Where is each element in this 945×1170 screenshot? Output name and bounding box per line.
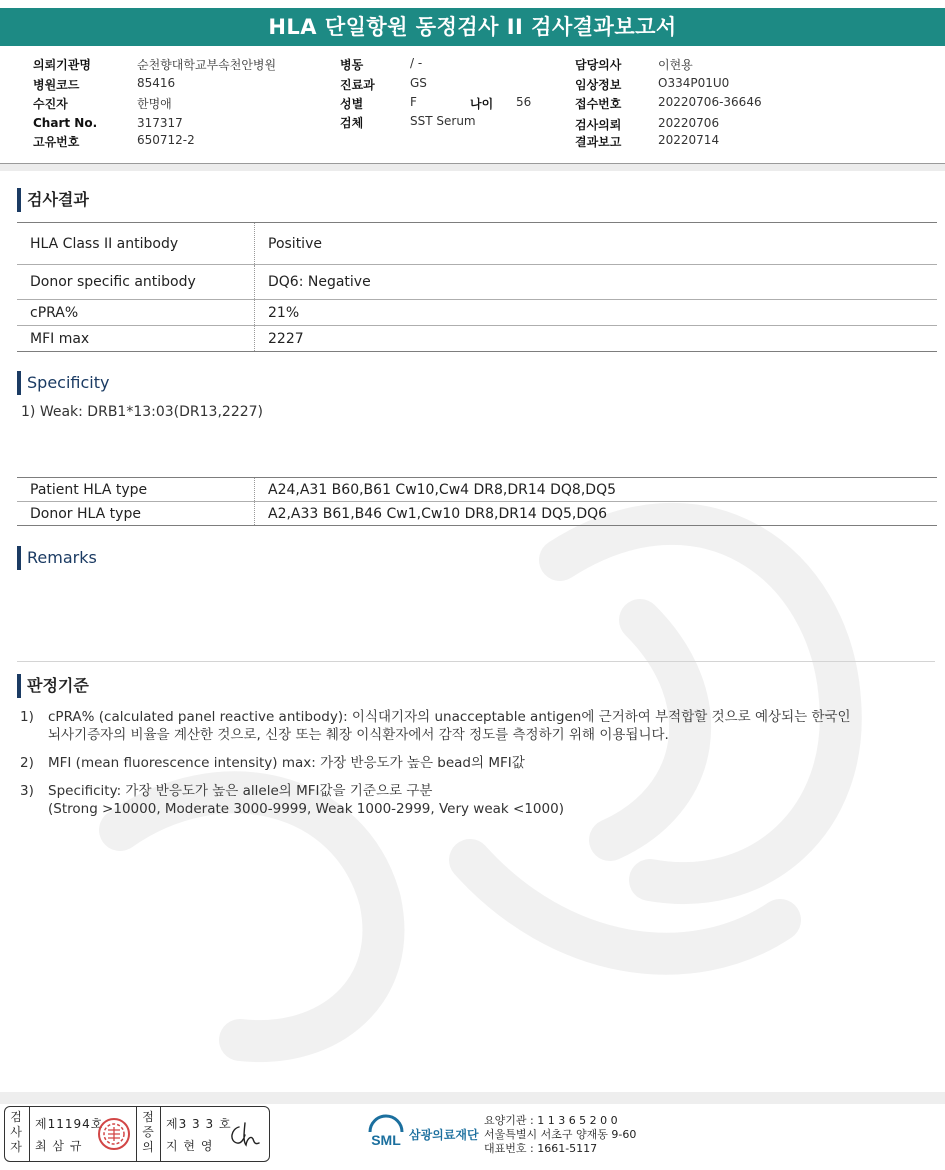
info-value-report-date: 20220714: [658, 133, 720, 147]
specificity-text: 1) Weak: DRB1*13:03(DR13,2227): [21, 404, 263, 420]
hla-type-key: Patient HLA type: [17, 478, 255, 502]
specificity-heading: Specificity: [17, 371, 109, 395]
sml-logo-text: SML: [371, 1132, 401, 1148]
results-heading: 검사결과: [17, 188, 89, 212]
table-row: [17, 223, 937, 265]
report-title: HLA 단일항원 동정검사 II 검사결과보고서: [0, 8, 945, 46]
table-row: [17, 502, 937, 526]
result-value: 21%: [255, 300, 938, 326]
org-name: 삼광의료재단: [409, 1128, 479, 1142]
inspector-license-no: 제11194호: [35, 1117, 104, 1131]
info-label-clinical-info: 임상정보: [575, 78, 622, 92]
info-value-sex: F: [410, 95, 417, 109]
divider: [29, 1107, 30, 1161]
result-key: cPRA%: [17, 300, 255, 326]
info-value-institution: 순천향대학교부속천안병원: [137, 58, 277, 72]
seal-stamp-icon: [97, 1117, 131, 1151]
info-label-ward: 병동: [340, 58, 364, 72]
info-label-report-date: 결과보고: [575, 135, 622, 149]
signature-icon: [225, 1119, 265, 1151]
info-value-doctor: 이현용: [658, 58, 693, 72]
info-label-department: 진료과: [340, 78, 375, 92]
result-value: Positive: [255, 223, 938, 265]
info-value-age: 56: [516, 95, 532, 109]
info-value-chart-no: 317317: [137, 116, 183, 130]
result-value: 2227: [255, 326, 938, 352]
list-item: [20, 754, 920, 772]
approver-name: 지 현 영: [166, 1139, 214, 1153]
result-key: MFI max: [17, 326, 255, 352]
table-row: [17, 326, 937, 352]
info-label-patient: 수진자: [33, 97, 68, 111]
org-phone: 대표번호 : 1661-5117: [484, 1142, 598, 1155]
approver-label: 점증의: [142, 1110, 154, 1154]
info-value-department: GS: [410, 76, 427, 90]
criteria-number: 1): [20, 709, 34, 725]
hla-type-value: A24,A31 B60,B61 Cw10,Cw4 DR8,DR14 DQ8,DQ5: [255, 478, 938, 502]
criteria-line: MFI (mean fluorescence intensity) max: 가장 반응도가 높은 bead의 MFI값: [48, 755, 525, 771]
org-code: 요양기관 : 1 1 3 6 5 2 0 0: [484, 1114, 618, 1127]
info-label-receipt-no: 접수번호: [575, 97, 622, 111]
criteria-number: 2): [20, 755, 34, 771]
info-label-chart-no: Chart No.: [33, 116, 98, 130]
table-row: [17, 265, 937, 300]
info-label-request-date: 검사의뢰: [575, 118, 622, 132]
approver-license-no: 제3 3 3 호: [166, 1117, 232, 1131]
info-value-request-date: 20220706: [658, 116, 720, 130]
org-info: [484, 1114, 636, 1156]
info-label-unique-no: 고유번호: [33, 135, 80, 149]
remarks-heading: Remarks: [17, 546, 97, 570]
table-row: [17, 300, 937, 326]
criteria-line: (Strong >10000, Moderate 3000-9999, Weak 1000-2999, Very weak <1000): [48, 801, 564, 817]
info-label-sex: 성별: [340, 97, 364, 111]
info-label-institution: 의뢰기관명: [33, 58, 91, 72]
info-value-receipt-no: 20220706-36646: [658, 95, 762, 109]
criteria-line: cPRA% (calculated panel reactive antibody): 이식대기자의 unacceptable antigen에 근거하여 부적합할 것으로 예상되는 한국인: [48, 709, 851, 725]
info-value-unique-no: 650712-2: [137, 133, 195, 147]
result-key: Donor specific antibody: [17, 265, 255, 300]
divider: [17, 661, 935, 662]
result-key: HLA Class II antibody: [17, 223, 255, 265]
sml-logo: [366, 1114, 481, 1154]
info-value-clinical-info: O334P01U0: [658, 76, 730, 90]
hla-type-table: [17, 477, 937, 526]
criteria-heading: 판정기준: [17, 674, 89, 698]
table-row: [17, 478, 937, 502]
info-value-patient: 한명애: [137, 97, 172, 111]
info-label-doctor: 담당의사: [575, 58, 622, 72]
criteria-line: Specificity: 가장 반응도가 높은 allele의 MFI값을 기준으로 구분: [48, 783, 433, 799]
info-value-ward: / -: [410, 56, 423, 70]
list-item: [20, 782, 920, 818]
divider-band: [0, 164, 945, 171]
hla-type-key: Donor HLA type: [17, 502, 255, 526]
inspector-name: 최 삼 규: [35, 1139, 83, 1153]
signature-box: [4, 1106, 270, 1162]
divider: [160, 1107, 161, 1161]
hla-type-value: A2,A33 B61,B46 Cw1,Cw10 DR8,DR14 DQ5,DQ6: [255, 502, 938, 526]
footer-band: [0, 1092, 945, 1104]
criteria-list: [20, 708, 920, 828]
info-label-hospital-code: 병원코드: [33, 78, 80, 92]
criteria-line: 뇌사기증자의 비율을 계산한 것으로, 신장 또는 췌장 이식환자에서 감작 정도를 측정하기 위해 이용됩니다.: [48, 727, 669, 743]
divider: [136, 1107, 137, 1161]
org-address: 서울특별시 서초구 양재동 9-60: [484, 1128, 637, 1141]
patient-info: [0, 56, 945, 152]
results-table: [17, 222, 937, 352]
info-value-specimen: SST Serum: [410, 114, 476, 128]
info-label-age: 나이: [470, 97, 494, 111]
info-value-hospital-code: 85416: [137, 76, 176, 90]
criteria-number: 3): [20, 783, 34, 799]
info-label-specimen: 검체: [340, 116, 364, 130]
list-item: [20, 708, 920, 744]
inspector-label: 검사자: [10, 1110, 22, 1154]
sml-logo-icon: [366, 1114, 406, 1154]
result-value: DQ6: Negative: [255, 265, 938, 300]
